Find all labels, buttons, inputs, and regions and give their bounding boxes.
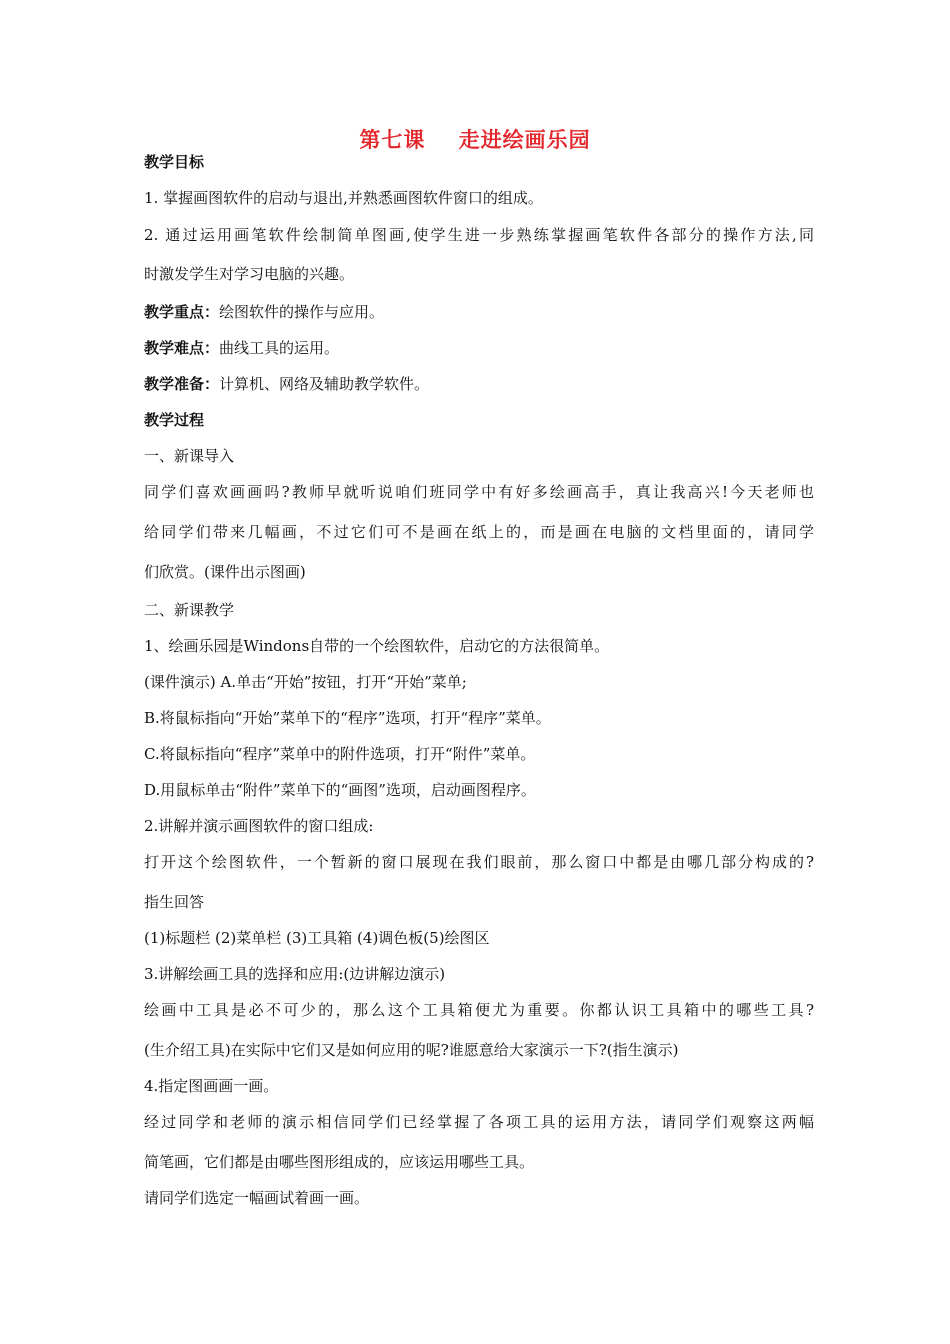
key-point-text: 绘图软件的操作与应用。 [219, 303, 385, 321]
step-2-answer: (1)标题栏 (2)菜单栏 (3)工具箱 (4)调色板(5)绘图区 [144, 929, 490, 947]
preparation-row [144, 374, 814, 394]
difficulty-label: 教学难点： [144, 339, 220, 357]
key-point-row [144, 302, 814, 322]
step-2-answer-prompt: 指生回答 [144, 893, 205, 911]
intro-line-3: 们欣赏。(课件出示图画) [144, 563, 306, 581]
difficulty-row [144, 338, 814, 358]
objective-item-2-line-2: 时激发学生对学习电脑的兴趣。 [144, 265, 355, 283]
objective-item-1: 1. 掌握画图软件的启动与退出,并熟悉画图软件窗口的组成。 [144, 189, 543, 207]
lesson-title: 第七课 走进绘画乐园 [359, 127, 591, 152]
preparation-text: 计算机、网络及辅助教学软件。 [219, 375, 430, 393]
key-point-label: 教学重点： [144, 303, 220, 321]
step-4-line-2: 简笔画，它们都是由哪些图形组成的，应该运用哪些工具。 [144, 1153, 535, 1171]
step-1-d: D.用鼠标单击“附件”菜单下的“画图”选项，启动画图程序。 [144, 781, 536, 799]
step-3-line-2: (生介绍工具)在实际中它们又是如何应用的呢?谁愿意给大家演示一下?(指生演示) [144, 1041, 679, 1059]
step-3: 3.讲解绘画工具的选择和应用:(边讲解边演示) [144, 965, 446, 983]
step-1-c: C.将鼠标指向“程序”菜单中的附件选项，打开“附件”菜单。 [144, 745, 536, 763]
step-4-line-1: 经过同学和老师的演示相信同学们已经掌握了各项工具的运用方法，请同学们观察这两幅 [144, 1113, 814, 1131]
step-2-question: 打开这个绘图软件，一个暂新的窗口展现在我们眼前，那么窗口中都是由哪几部分构成的? [144, 853, 814, 871]
step-1-a: (课件演示) A.单击“开始”按钮，打开“开始”菜单; [144, 673, 467, 691]
objectives-heading: 教学目标 [144, 153, 205, 171]
step-2: 2.讲解并演示画图软件的窗口组成: [144, 817, 374, 835]
step-1-b: B.将鼠标指向“开始”菜单下的“程序”选项，打开“程序”菜单。 [144, 709, 551, 727]
step-4: 4.指定图画画一画。 [144, 1077, 279, 1095]
preparation-label: 教学准备： [144, 375, 220, 393]
step-4-line-3: 请同学们选定一幅画试着画一画。 [144, 1189, 370, 1207]
step-1: 1、绘画乐园是Windons自带的一个绘图软件，启动它的方法很简单。 [144, 637, 610, 655]
intro-line-1: 同学们喜欢画画吗?教师早就听说咱们班同学中有好多绘画高手，真让我高兴!今天老师也 [144, 483, 814, 501]
step-3-line-1: 绘画中工具是必不可少的，那么这个工具箱便尤为重要。你都认识工具箱中的哪些工具? [144, 1001, 814, 1019]
intro-line-2: 给同学们带来几幅画，不过它们可不是画在纸上的，而是画在电脑的文档里面的，请同学 [144, 523, 814, 541]
difficulty-text: 曲线工具的运用。 [219, 339, 340, 357]
objective-item-2-line-1: 2. 通过运用画笔软件绘制简单图画,使学生进一步熟练掌握画笔软件各部分的操作方法,同 [144, 226, 814, 244]
teach-heading: 二、新课教学 [144, 601, 235, 619]
intro-heading: 一、新课导入 [144, 447, 235, 465]
process-heading: 教学过程 [144, 411, 205, 429]
